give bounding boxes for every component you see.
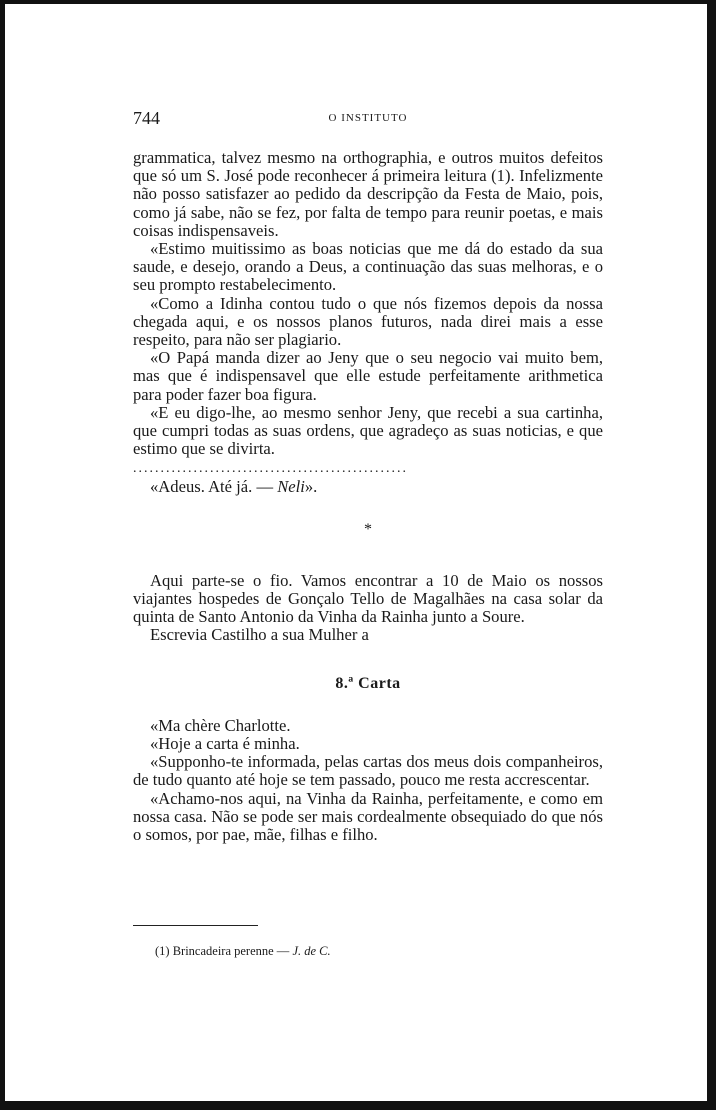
signature-text: «Adeus. Até já. —: [150, 477, 278, 497]
dotted-ellipsis: ..................................................: [133, 462, 408, 477]
signature-closing: ».: [304, 477, 318, 497]
footnote-text: Brincadeira perenne —: [172, 944, 293, 958]
paragraph: «E eu digo-lhe, ao mesmo senhor Jeny, que recebi a sua cartinha, que cumpri todas as suas ordens, que agradeço as suas noticias, e que estimo que se divirta.: [133, 402, 603, 459]
footnote-author: J. de C.: [292, 944, 331, 958]
letter-signature: [133, 478, 603, 496]
body-text: [133, 149, 603, 844]
paragraph: «Como a Idinha contou tudo o que nós fizemos depois da nossa chegada aqui, e os nossos planos futuros, nada direi mais a esse respeito, para não ser plagiario.: [133, 293, 603, 350]
page-number: 744: [133, 108, 160, 128]
letter-paragraph: «Ma chère Charlotte.: [150, 715, 291, 735]
signature-name: Neli: [277, 477, 305, 497]
narrative-paragraph: Escrevia Castilho a sua Mulher a: [150, 625, 369, 645]
letter-paragraph: «Hoje a carta é minha.: [150, 734, 300, 754]
footnote-rule: [133, 925, 258, 926]
section-heading: 8.ª Carta: [335, 674, 401, 692]
section-separator: *: [364, 520, 372, 538]
running-title: O INSTITUTO: [328, 112, 408, 124]
paragraph: «O Papá manda dizer ao Jeny que o seu negocio vai muito bem, mas que é indispensavel que elle estude perfeitamente arithmetica para poder fazer boa figura.: [133, 348, 603, 404]
paragraph: «Estimo muitissimo as boas noticias que me dá do estado da sua saude, e desejo, orando a Deus, a continuação das suas melhoras, e o seu prompto restabelecimento.: [133, 239, 603, 295]
footnote: [155, 944, 331, 959]
letter-paragraph: «Achamo-nos aqui, na Vinha da Rainha, perfeitamente, e como em nossa casa. Não se pode ser mais cordealmente obsequiado do que nós o somos, por pae, mãe, filhas e filho.: [133, 788, 603, 845]
footnote-marker: (1): [155, 944, 170, 958]
paragraph: grammatica, talvez mesmo na orthographia, e outros muitos defeitos que só um S. José pode reconhecer á primeira leitura (1). Infelizmente não posso satisfazer ao pedido da descripção da Festa de Maio, pois, como já sabe, não se fez, por falta de tempo para reunir poetas, e mais coisas indispensaveis.: [133, 148, 603, 240]
letter-paragraph: «Supponho-te informada, pelas cartas dos meus dois companheiros, de tudo quanto até hoje se tem passado, pouco me resta accrescentar.: [133, 752, 603, 790]
page-header: [133, 108, 603, 132]
narrative-paragraph: Aqui parte-se o fio. Vamos encontrar a 10 de Maio os nossos viajantes hospedes de Gonçalo Tello de Magalhães na casa solar da quinta de Santo Antonio da Vinha da Rainha junto a Soure.: [133, 570, 603, 627]
